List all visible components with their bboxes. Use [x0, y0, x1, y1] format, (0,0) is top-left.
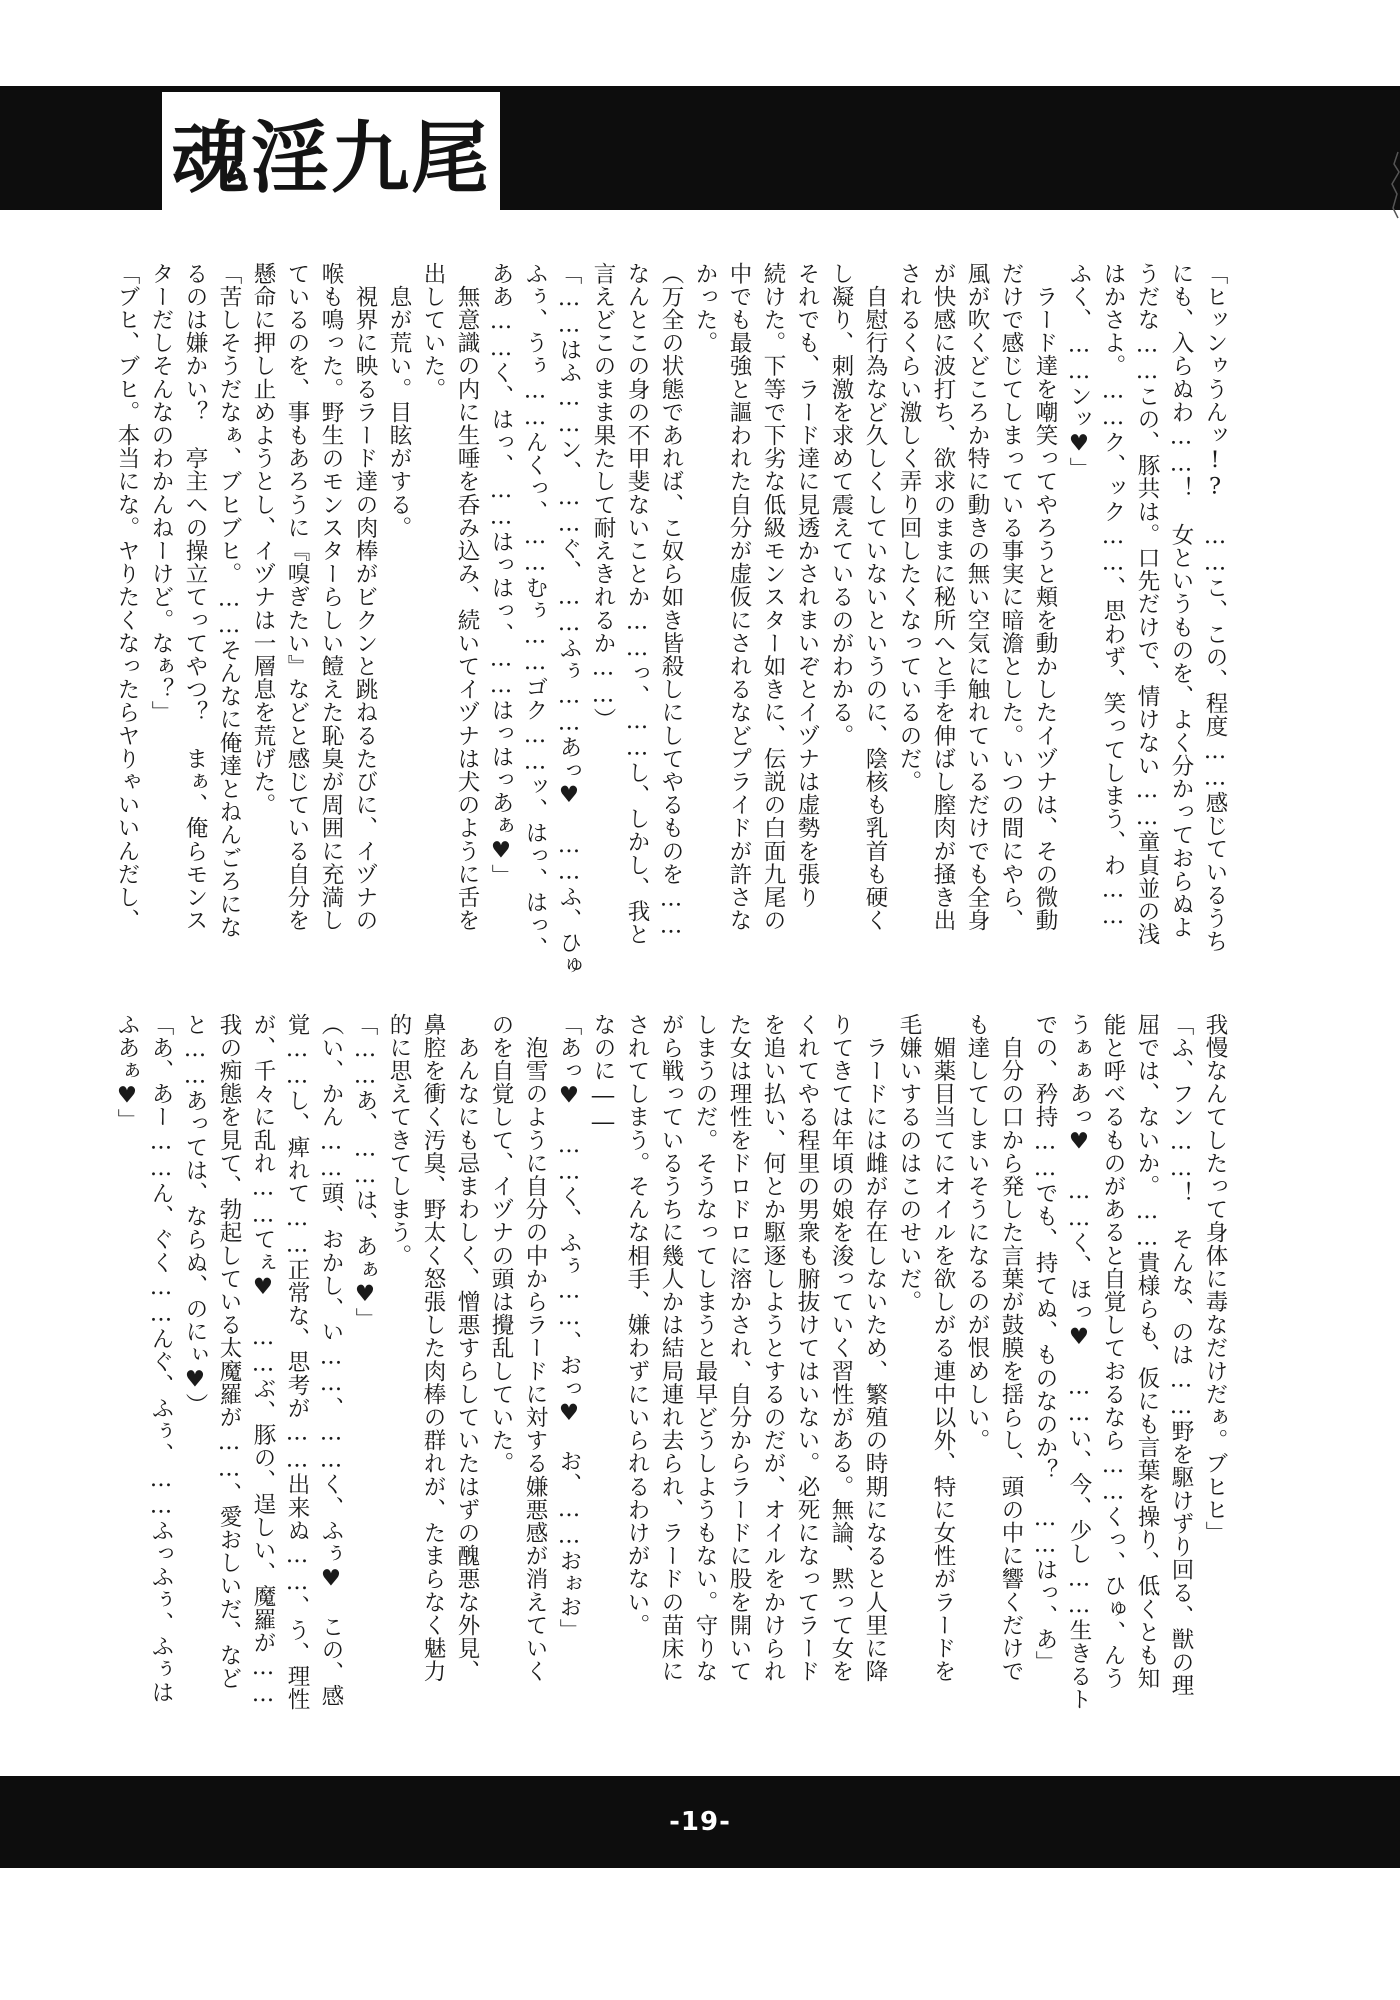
text-line: し凝り、刺激を求めて震えているのがわかる。: [828, 262, 854, 748]
text-line: 我の痴態を見て、勃起している太魔羅が……、愛おしいだ、など: [216, 1013, 242, 1690]
text-line: 続けた。下等で下劣な低級モンスター如きに、伝説の白面九尾の: [760, 262, 786, 932]
text-line: 自慰行為など久しくしていないというのに、陰核も乳首も硬く: [862, 262, 888, 932]
text-line: 「ふ、フン……！ そんな、のは……野を駆けずり回る、獣の理: [1168, 1013, 1194, 1697]
text-line: 能と呼べるものがあると自覚しておるなら……くっ、ひゅ、んう: [1100, 1013, 1126, 1690]
text-line: 媚薬目当てにオイルを欲しがる連中以外、特に女性がラードを: [930, 1013, 956, 1683]
text-line: それでも、ラード達に見透かされまいぞとイヅナは虚勢を張り: [794, 262, 820, 909]
text-line: うだな……この、豚共は。口先だけで、情けない……童貞並の浅: [1134, 262, 1160, 946]
edge-scuff-mark: [1388, 150, 1400, 220]
text-line: 息が荒い。目眩がする。: [386, 262, 412, 540]
text-line: あんなにも忌まわしく、憎悪すらしていたはずの醜悪な外見、: [454, 1013, 480, 1683]
text-line: 屈では、ないか。……貴様らも、仮にも言葉を操り、低くとも知: [1134, 1013, 1160, 1690]
text-line: 風が吹くどころか特に動きの無い空気に触れているだけでも全身: [964, 262, 990, 932]
text-line: た女は理性をドロドロに溶かされ、自分からラードに股を開いて: [726, 1013, 752, 1683]
text-line: しまうのだ。そうなってしまうと最早どうしようもない。守りな: [692, 1013, 718, 1683]
text-line: ああ……く、はっ、……はっはっ、……はっはっあぁ♥」: [488, 262, 514, 888]
text-line: 「苦しそうだなぁ、ブヒブヒ。……そんなに俺達とねんごろにな: [216, 262, 242, 939]
text-line: 視界に映るラード達の肉棒がビクンと跳ねるたびに、イヅナの: [352, 262, 378, 932]
text-line: のを自覚して、イヅナの頭は攪乱していた。: [488, 1013, 514, 1475]
text-line: での、矜持……でも、持てぬ、ものなのか？ ……はっ、あ」: [1032, 1013, 1058, 1674]
text-line: と……あっては、ならぬ、のにぃ♥）: [182, 1013, 208, 1417]
text-line: ふく、……ンッ♥」: [1066, 262, 1092, 481]
text-line: 的に思えてきてしまう。: [386, 1013, 412, 1268]
text-line: 言えどこのまま果たして耐えきれるか……）: [590, 262, 616, 731]
text-line: ラードには雌が存在しないため、繁殖の時期になると人里に降: [862, 1013, 888, 1683]
footer-bar: [0, 1776, 1400, 1868]
text-line: なのに――: [590, 1013, 616, 1136]
text-line: が、千々に乱れ……てぇ♥ ……ぶ、豚の、逞しい、魔羅が……: [250, 1013, 276, 1708]
text-line: 「あっ♥ ……く、ふぅ……、おっ♥ お、……おぉお」: [556, 1013, 582, 1642]
text-line: くれてやる程里の男衆も腑抜けてはいない。必死になってラード: [794, 1013, 820, 1683]
text-line: がら戦っているうちに幾人かは結局連れ去られ、ラードの苗床に: [658, 1013, 684, 1683]
text-line: 覚……し、痺れて……正常な、思考が……出来ぬ……、う、理性: [284, 1013, 310, 1711]
text-line: ふぅ、うぅ……んくっ、……むぅ……ゴク……ッ、はっ、はっ、: [522, 262, 548, 960]
text-line: かった。: [692, 262, 718, 355]
text-line: ているのを、事もあろうに『嗅ぎたい』などと感じている自分を: [284, 262, 310, 932]
text-line: を追い払い、何とか駆逐しようとするのだが、オイルをかけられ: [760, 1013, 786, 1683]
text-line: 我慢なんてしたって身体に毒なだけだぁ。ブヒヒ」: [1202, 1013, 1228, 1545]
text-line: 無意識の内に生唾を呑み込み、続いてイヅナは犬のように舌を: [454, 262, 480, 932]
text-line: にも、入らぬわ……！ 女というものを、よく分かっておらぬよ: [1168, 262, 1194, 939]
text-line: りてきては年頃の娘を浚っていく習性がある。無論、黙って女を: [828, 1013, 854, 1683]
text-line: 「……はふ……ン、……ぐ、……ふぅ……あっ♥ ……ふ、ひゅ: [556, 262, 582, 978]
chapter-title: 魂淫九尾: [162, 92, 500, 212]
text-line: 鼻腔を衝く汚臭、野太く怒張した肉棒の群れが、たまらなく魅力: [420, 1013, 446, 1683]
text-line: 喉も鳴った。野生のモンスターらしい饐えた恥臭が周囲に充満し: [318, 262, 344, 932]
text-line: （万全の状態であれば、こ奴ら如き皆殺しにしてやるものを……: [658, 262, 684, 939]
text-line: はかさよ。……ク、ック……、思わず、笑ってしまう、わ……: [1100, 262, 1126, 930]
text-line: （い、かん……頭、おかし、い……、……く、ふぅ♥ この、感: [318, 1013, 344, 1708]
text-line: ラード達を嘲笑ってやろうと頬を動かしたイヅナは、その微動: [1032, 262, 1058, 932]
text-column-lower: [110, 1013, 1232, 1713]
text-line: されるくらい激しく弄り回したくなっているのだ。: [896, 262, 922, 794]
text-line: 中でも最強と謳われた自分が虚仮にされるなどプライドが許さな: [726, 262, 752, 932]
text-line: されてしまう。そんな相手、嫌わずにいられるわけがない。: [624, 1013, 650, 1637]
text-line: 「ブヒ、ブヒ。本当にな。ヤりたくなったらヤりゃいいんだし、: [114, 262, 140, 932]
text-line: なんとこの身の不甲斐ないことか……っ、……し、しかし、我と: [624, 262, 650, 946]
text-line: 「……あ、……は、あぁ♥」: [352, 1013, 378, 1331]
text-line: 毛嫌いするのはこのせいだ。: [896, 1013, 922, 1314]
text-line: うぁぁあっ♥ ……く、ほっ♥ ……い、今、少し……生きるト: [1066, 1013, 1092, 1711]
text-line: が快感に波打ち、欲求のままに秘所へと手を伸ばし膣肉が掻き出: [930, 262, 956, 932]
text-line: 懸命に押し止めようとし、イヅナは一層息を荒げた。: [250, 262, 276, 817]
text-line: 「ヒッンゥうんッ!? ……こ、この、程度……感じているうち: [1202, 262, 1228, 953]
text-column-upper: [110, 262, 1232, 978]
text-line: ふあぁ♥」: [114, 1013, 140, 1132]
page-number: -19-: [669, 1807, 731, 1837]
text-line: 出していた。: [420, 262, 446, 401]
text-line: 泡雪のように自分の中からラードに対する嫌悪感が消えていく: [522, 1013, 548, 1683]
text-line: も達してしまいそうになるのが恨めしい。: [964, 1013, 990, 1452]
text-line: るのは嫌かい？ 亭主への操立てってやつ？ まぁ、俺らモンス: [182, 262, 208, 932]
text-line: だけで感じてしまっている事実に暗澹とした。いつの間にやら、: [998, 262, 1024, 932]
text-line: 「あ、あー……ん、ぐく……んぐ、ふぅ、……ふっふぅ、ふぅは: [148, 1013, 174, 1704]
text-line: 自分の口から発した言葉が鼓膜を揺らし、頭の中に響くだけで: [998, 1013, 1024, 1683]
text-line: ターだしそんなのわかんねーけど。なぁ？」: [148, 262, 174, 724]
